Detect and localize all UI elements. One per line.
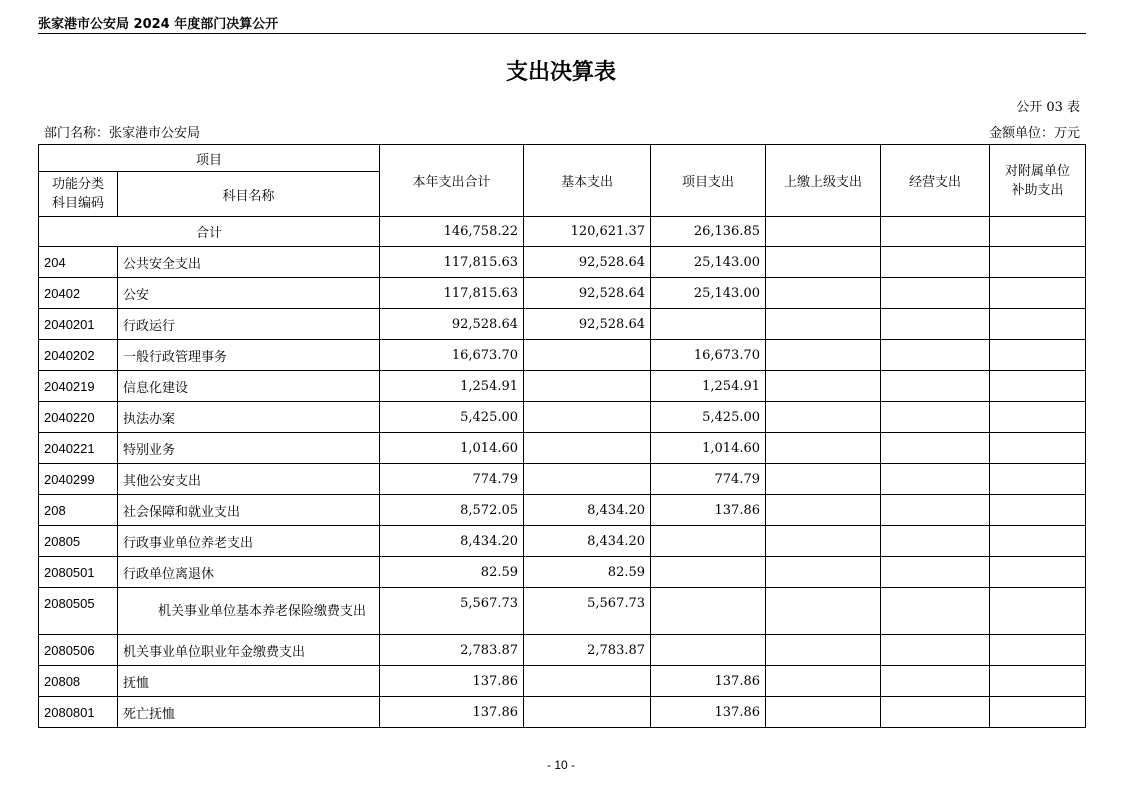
header-subsidy bbox=[990, 145, 1086, 217]
row-operate bbox=[881, 666, 990, 697]
row-name: 执法办案 bbox=[118, 402, 380, 433]
row-code: 2040202 bbox=[39, 340, 118, 371]
page-number: - 10 - bbox=[546, 758, 575, 772]
table-row bbox=[39, 278, 1086, 309]
row-operate bbox=[881, 588, 990, 635]
row-project: 137.86 bbox=[651, 697, 766, 728]
table-row bbox=[39, 495, 1086, 526]
table-row bbox=[39, 402, 1086, 433]
row-name: 其他公安支出 bbox=[118, 464, 380, 495]
row-total: 2,783.87 bbox=[380, 635, 524, 666]
row-code: 2080506 bbox=[39, 635, 118, 666]
page-title: 支出决算表 bbox=[505, 60, 616, 85]
row-total: 774.79 bbox=[380, 464, 524, 495]
row-remit bbox=[766, 278, 881, 309]
row-operate bbox=[881, 247, 990, 278]
row-basic: 92,528.64 bbox=[524, 309, 651, 340]
row-operate bbox=[881, 464, 990, 495]
table-row bbox=[39, 247, 1086, 278]
row-operate bbox=[881, 278, 990, 309]
row-subsidy bbox=[990, 635, 1086, 666]
row-remit bbox=[766, 402, 881, 433]
row-operate bbox=[881, 402, 990, 433]
row-subsidy bbox=[990, 309, 1086, 340]
row-basic: 8,434.20 bbox=[524, 526, 651, 557]
row-basic bbox=[524, 340, 651, 371]
row-total: 5,567.73 bbox=[380, 588, 524, 635]
row-subsidy bbox=[990, 340, 1086, 371]
row-basic bbox=[524, 402, 651, 433]
table-row bbox=[39, 635, 1086, 666]
row-basic: 92,528.64 bbox=[524, 278, 651, 309]
row-basic: 8,434.20 bbox=[524, 495, 651, 526]
row-name: 行政运行 bbox=[118, 309, 380, 340]
row-operate bbox=[881, 635, 990, 666]
header-subsidy-line2: 补助支出 bbox=[1011, 182, 1064, 198]
table-row bbox=[39, 557, 1086, 588]
row-total: 137.86 bbox=[380, 697, 524, 728]
row-operate bbox=[881, 526, 990, 557]
table-row bbox=[39, 526, 1086, 557]
row-operate bbox=[881, 340, 990, 371]
total-row bbox=[39, 217, 1086, 247]
table-row bbox=[39, 433, 1086, 464]
row-project: 137.86 bbox=[651, 666, 766, 697]
total-basic: 120,621.37 bbox=[524, 217, 651, 247]
header-divider bbox=[38, 33, 1086, 34]
header-subsidy-line1: 对附属单位 bbox=[1005, 163, 1071, 179]
row-project bbox=[651, 635, 766, 666]
row-remit bbox=[766, 433, 881, 464]
row-basic bbox=[524, 666, 651, 697]
header-project: 项目 bbox=[39, 145, 380, 172]
table-row bbox=[39, 309, 1086, 340]
unit-label: 金额单位：万元 bbox=[988, 126, 1080, 141]
row-subsidy bbox=[990, 464, 1086, 495]
table-row bbox=[39, 340, 1086, 371]
row-name: 特别业务 bbox=[118, 433, 380, 464]
row-total: 137.86 bbox=[380, 666, 524, 697]
row-name: 行政事业单位养老支出 bbox=[118, 526, 380, 557]
row-project bbox=[651, 309, 766, 340]
row-code: 20808 bbox=[39, 666, 118, 697]
row-remit bbox=[766, 340, 881, 371]
row-basic bbox=[524, 697, 651, 728]
row-operate bbox=[881, 557, 990, 588]
row-remit bbox=[766, 697, 881, 728]
row-code: 2040201 bbox=[39, 309, 118, 340]
row-project: 1,254.91 bbox=[651, 371, 766, 402]
row-total: 1,254.91 bbox=[380, 371, 524, 402]
row-code: 2040219 bbox=[39, 371, 118, 402]
row-basic bbox=[524, 433, 651, 464]
table-row bbox=[39, 464, 1086, 495]
header-basic: 基本支出 bbox=[524, 145, 651, 217]
row-code: 208 bbox=[39, 495, 118, 526]
row-operate bbox=[881, 371, 990, 402]
row-total: 8,434.20 bbox=[380, 526, 524, 557]
row-basic bbox=[524, 371, 651, 402]
row-code: 2080801 bbox=[39, 697, 118, 728]
row-total: 8,572.05 bbox=[380, 495, 524, 526]
row-subsidy bbox=[990, 697, 1086, 728]
row-subsidy bbox=[990, 433, 1086, 464]
row-remit bbox=[766, 309, 881, 340]
row-remit bbox=[766, 495, 881, 526]
row-subsidy bbox=[990, 247, 1086, 278]
row-name: 机关事业单位职业年金缴费支出 bbox=[118, 635, 380, 666]
row-basic: 5,567.73 bbox=[524, 588, 651, 635]
row-code: 2040220 bbox=[39, 402, 118, 433]
row-basic: 2,783.87 bbox=[524, 635, 651, 666]
table-number: 公开 03 表 bbox=[1016, 100, 1080, 115]
total-label: 合计 bbox=[39, 217, 380, 247]
row-total: 16,673.70 bbox=[380, 340, 524, 371]
row-project bbox=[651, 526, 766, 557]
row-basic: 92,528.64 bbox=[524, 247, 651, 278]
row-project: 1,014.60 bbox=[651, 433, 766, 464]
row-code: 20805 bbox=[39, 526, 118, 557]
header-code-line2: 科目编码 bbox=[51, 196, 104, 211]
row-total: 92,528.64 bbox=[380, 309, 524, 340]
row-operate bbox=[881, 433, 990, 464]
row-code: 2040221 bbox=[39, 433, 118, 464]
header-operate: 经营支出 bbox=[881, 145, 990, 217]
header-project-expense: 项目支出 bbox=[651, 145, 766, 217]
row-project: 25,143.00 bbox=[651, 247, 766, 278]
header-total: 本年支出合计 bbox=[380, 145, 524, 217]
department-label: 部门名称：张家港市公安局 bbox=[44, 126, 201, 141]
total-subsidy bbox=[990, 217, 1086, 247]
row-project: 25,143.00 bbox=[651, 278, 766, 309]
row-subsidy bbox=[990, 278, 1086, 309]
header-remit: 上缴上级支出 bbox=[766, 145, 881, 217]
row-project bbox=[651, 588, 766, 635]
total-total: 146,758.22 bbox=[380, 217, 524, 247]
row-subsidy bbox=[990, 371, 1086, 402]
row-total: 1,014.60 bbox=[380, 433, 524, 464]
row-basic bbox=[524, 464, 651, 495]
row-total: 5,425.00 bbox=[380, 402, 524, 433]
row-remit bbox=[766, 588, 881, 635]
row-subsidy bbox=[990, 402, 1086, 433]
row-code: 204 bbox=[39, 247, 118, 278]
row-subsidy bbox=[990, 526, 1086, 557]
row-name: 社会保障和就业支出 bbox=[118, 495, 380, 526]
row-operate bbox=[881, 697, 990, 728]
row-code: 2080501 bbox=[39, 557, 118, 588]
row-remit bbox=[766, 526, 881, 557]
table-row bbox=[39, 371, 1086, 402]
row-operate bbox=[881, 309, 990, 340]
row-name: 一般行政管理事务 bbox=[118, 340, 380, 371]
header-code-line1: 功能分类 bbox=[51, 177, 104, 192]
table-row bbox=[39, 666, 1086, 697]
row-name: 公安 bbox=[118, 278, 380, 309]
row-project: 5,425.00 bbox=[651, 402, 766, 433]
row-code: 2080505 bbox=[39, 588, 118, 635]
row-subsidy bbox=[990, 495, 1086, 526]
total-remit bbox=[766, 217, 881, 247]
row-code: 20402 bbox=[39, 278, 118, 309]
row-remit bbox=[766, 557, 881, 588]
table-row bbox=[39, 588, 1086, 635]
header-code bbox=[39, 172, 118, 217]
row-code: 2040299 bbox=[39, 464, 118, 495]
expenditure-table bbox=[38, 144, 1086, 728]
row-total: 117,815.63 bbox=[380, 247, 524, 278]
row-remit bbox=[766, 666, 881, 697]
row-total: 82.59 bbox=[380, 557, 524, 588]
row-name: 行政单位离退休 bbox=[118, 557, 380, 588]
row-remit bbox=[766, 464, 881, 495]
row-remit bbox=[766, 371, 881, 402]
row-project: 137.86 bbox=[651, 495, 766, 526]
row-name: 信息化建设 bbox=[118, 371, 380, 402]
page-header: 张家港市公安局 2024 年度部门决算公开 bbox=[38, 17, 279, 32]
row-operate bbox=[881, 495, 990, 526]
row-project bbox=[651, 557, 766, 588]
row-name: 机关事业单位基本养老保险缴费支出 bbox=[118, 588, 380, 635]
row-basic: 82.59 bbox=[524, 557, 651, 588]
row-total: 117,815.63 bbox=[380, 278, 524, 309]
row-remit bbox=[766, 247, 881, 278]
header-name: 科目名称 bbox=[118, 172, 380, 217]
row-name: 死亡抚恤 bbox=[118, 697, 380, 728]
row-subsidy bbox=[990, 557, 1086, 588]
row-remit bbox=[766, 635, 881, 666]
row-project: 774.79 bbox=[651, 464, 766, 495]
table-row bbox=[39, 697, 1086, 728]
row-project: 16,673.70 bbox=[651, 340, 766, 371]
row-subsidy bbox=[990, 666, 1086, 697]
total-operate bbox=[881, 217, 990, 247]
total-project: 26,136.85 bbox=[651, 217, 766, 247]
row-name: 公共安全支出 bbox=[118, 247, 380, 278]
row-subsidy bbox=[990, 588, 1086, 635]
row-name: 抚恤 bbox=[118, 666, 380, 697]
